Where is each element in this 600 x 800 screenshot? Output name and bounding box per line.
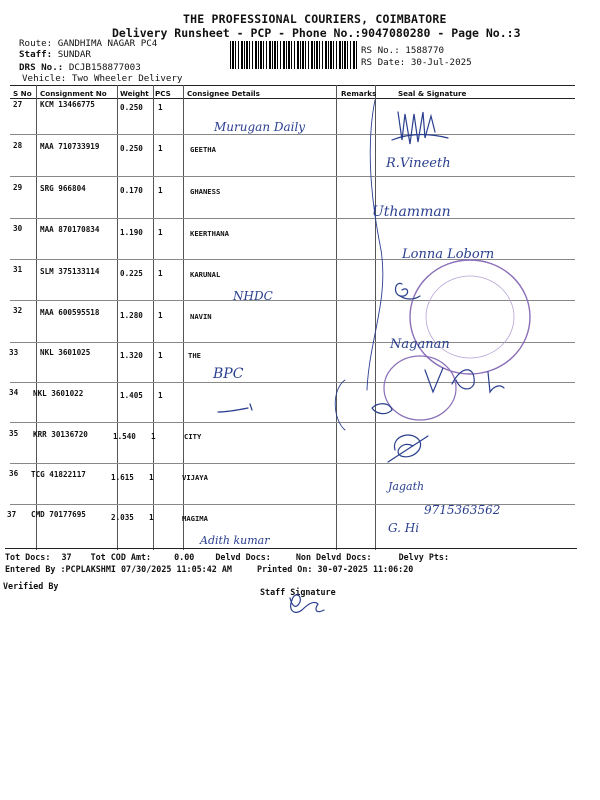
col-header-consignee: Consignee Details [187, 89, 260, 98]
row-sno: 30 [13, 224, 23, 233]
row-consignment: MAA 870170834 [40, 225, 100, 234]
delvd-docs-label: Delvd Docs: [215, 552, 271, 562]
col-header-weight: Weight [120, 89, 149, 98]
stamp-circle [384, 356, 456, 420]
col-header-consignment: Consignment No [40, 89, 107, 98]
row-consignment: CMD 70177695 [31, 510, 86, 519]
row-sno: 31 [13, 265, 23, 274]
row-consignee: MAGIMA [182, 514, 208, 523]
row-pcs: 1 [149, 513, 154, 522]
row-consignment: TCG 41822117 [31, 470, 86, 479]
tot-cod-value: 0.00 [174, 552, 195, 562]
row-weight: 1.405 [120, 391, 143, 400]
col-header-sno: S No [13, 89, 32, 98]
printed-on-label: Printed On: [256, 564, 313, 574]
row-pcs: 1 [149, 473, 154, 482]
connector-line [335, 380, 345, 430]
row-pcs: 1 [158, 391, 163, 400]
row-consignment: NKL 3601025 [40, 348, 91, 357]
row-weight: 1.540 [113, 432, 136, 441]
tot-docs-label: Tot Docs: [5, 552, 51, 562]
signature-scribble [398, 112, 435, 144]
col-header-remarks: Remarks [341, 89, 377, 98]
printed-on-value: 30-07-2025 11:06:20 [317, 564, 414, 574]
row-consignment: KCM 13466775 [40, 100, 95, 109]
row-weight: 1.280 [120, 311, 143, 320]
row-consignee: GEETHA [190, 145, 216, 154]
row-sno: 33 [9, 348, 19, 357]
row-consignee: KEERTHANA [190, 229, 229, 238]
handwritten-note: Murugan Daily [214, 120, 306, 134]
signature-scribble [488, 372, 504, 392]
row-sno: 29 [13, 183, 23, 192]
rs-date-value: 30-Jul-2025 [410, 57, 472, 68]
row-weight: 2.035 [111, 513, 134, 522]
rs-date-label: RS Date: [361, 57, 406, 68]
signature-scribble [290, 595, 324, 612]
row-weight: 0.225 [120, 269, 143, 278]
row-weight: 1.190 [120, 228, 143, 237]
staff-label: Staff: [19, 49, 53, 60]
handwritten-signature: Uthamman [372, 204, 451, 220]
non-delvd-docs-label: Non Delvd Docs: [295, 552, 372, 562]
row-pcs: 1 [158, 103, 163, 112]
verified-by: Verified By [3, 581, 59, 591]
handwritten-note: BPC [213, 366, 244, 382]
staff-signature-label: Staff Signature [260, 587, 336, 597]
handwritten-note: Lonna Loborn [402, 247, 495, 262]
row-sno: 28 [13, 141, 23, 150]
row-weight: 0.250 [120, 144, 143, 153]
row-weight: 0.250 [120, 103, 143, 112]
drs-value: DCJB158877003 [68, 62, 141, 73]
row-consignment: MAA 600595518 [40, 308, 100, 317]
signature-scribble [250, 404, 252, 410]
entered-by-value: PCPLAKSHMI 07/30/2025 11:05:42 AM [65, 564, 232, 574]
row-consignee: VIJAYA [182, 473, 208, 482]
row-consignment: MAA 710733919 [40, 142, 100, 151]
handwritten-signature: G. Hi [388, 521, 420, 535]
handwritten-note: NHDC [233, 289, 273, 303]
signature-scribble [392, 135, 448, 141]
handwritten-signature: Naganan [390, 337, 450, 352]
signature-scribble [372, 404, 392, 414]
rs-no-value: 1588770 [405, 45, 445, 56]
row-pcs: 1 [151, 432, 156, 441]
row-pcs: 1 [158, 144, 163, 153]
row-pcs: 1 [158, 269, 163, 278]
signature-scribble [388, 436, 428, 462]
row-pcs: 1 [158, 228, 163, 237]
handwritten-note: Jagath [388, 480, 425, 493]
row-sno: 37 [7, 510, 17, 519]
row-consignment: SRG 966804 [40, 184, 86, 193]
row-pcs: 1 [158, 311, 163, 320]
row-consignee: THE [188, 351, 201, 360]
delvy-pts-label: Delvy Pts: [398, 552, 449, 562]
connector-line [367, 100, 383, 390]
row-consignment: KRR 30136720 [33, 430, 88, 439]
row-sno: 36 [9, 469, 19, 478]
row-consignee: GHANESS [190, 187, 221, 196]
row-sno: 34 [9, 388, 19, 397]
row-consignee: NAVIN [190, 312, 212, 321]
drs-label: DRS No.: [19, 62, 64, 73]
row-consignment: SLM 375133114 [40, 267, 100, 276]
row-consignment: NKL 3601022 [33, 389, 84, 398]
row-weight: 1.320 [120, 351, 143, 360]
row-pcs: 1 [158, 351, 163, 360]
row-consignee: KARUNAL [190, 270, 221, 279]
row-consignee: CITY [184, 432, 202, 441]
signature-scribble [394, 435, 420, 457]
tot-docs-value: 37 [61, 552, 72, 562]
row-sno: 32 [13, 306, 23, 315]
route-label: Route: [19, 38, 53, 49]
row-sno: 35 [9, 429, 19, 438]
row-sno: 27 [13, 100, 23, 109]
signature-scribble [218, 408, 248, 412]
entered-by-label: Entered By : [5, 564, 66, 574]
signature-scribble [425, 368, 443, 392]
row-weight: 0.170 [120, 186, 143, 195]
vehicle-label: Vehicle: [22, 73, 67, 84]
handwritten-note: Adith kumar [200, 534, 270, 547]
runsheet-title: Delivery Runsheet - PCP - Phone No.:9047080280 - Page No.:3 [112, 26, 521, 40]
col-header-pcs: PCS [155, 89, 171, 98]
col-header-seal: Seal & Signature [398, 89, 467, 98]
staff-value: SUNDAR [57, 49, 91, 60]
tot-cod-label: Tot COD Amt: [90, 552, 152, 562]
handwritten-signature: R.Vineeth [386, 156, 451, 171]
route-value: GANDHIMA NAGAR PC4 [57, 38, 158, 49]
company-name: THE PROFESSIONAL COURIERS, COIMBATORE [183, 12, 447, 26]
row-weight: 1.615 [111, 473, 134, 482]
handwritten-phone: 9715363562 [424, 503, 501, 517]
signature-scribble [396, 283, 408, 296]
vehicle-value: Two Wheeler Delivery [71, 73, 183, 84]
rs-no-label: RS No.: [361, 45, 400, 56]
row-pcs: 1 [158, 186, 163, 195]
